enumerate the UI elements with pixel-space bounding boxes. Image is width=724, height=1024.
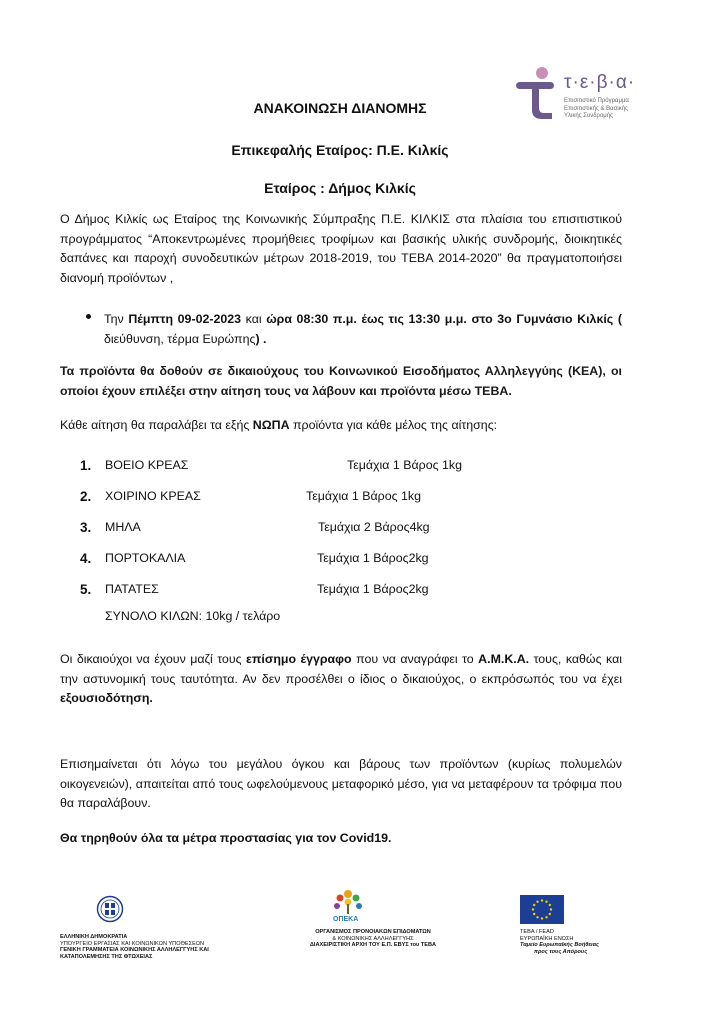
eu-fund-text: ΤΕΒΑ / FEAD ΕΥΡΩΠΑΪΚΗ ΕΝΩΣΗ Ταμείο Ευρωπαϊκής Βοήθειας προς τους Απόρους xyxy=(520,929,600,955)
item-name: ΒΟΕΙΟ ΚΡΕΑΣ xyxy=(105,458,189,472)
distribution-date: Πέμπτη 09-02-2023 xyxy=(128,312,242,326)
item-name: ΧΟΙΡΙΝΟ ΚΡΕΑΣ xyxy=(105,489,201,503)
list-item xyxy=(80,582,580,602)
kea-notice: Τα προϊόντα θα δοθούν σε δικαιούχους του Κοινωνικού Εισοδήματος Αλληλεγγύης (ΚΕΑ), οι οποίοι έχουν επιλέξει στην αίτηση τους να λάβουν και προϊόντα μέσω ΤΕΒΑ. xyxy=(60,364,622,398)
opeka-text: ΟΡΓΑΝΙΣΜΟΣ ΠΡΟΝΟΙΑΚΩΝ ΕΠΙΔΟΜΑΤΩΝ & ΚΟΙΝΩΝΙΚΗΣ ΑΛΛΗΛΕΓΓΥΗΣ ΔΙΑΧΕΙΡΙΣΤΙΚΗ ΑΡΧΗ ΤΟΥ Ε.Π. ΕΒΥΣ του ΤΕΒΑ xyxy=(309,929,437,949)
eu-flag-icon xyxy=(520,895,564,924)
schedule-paragraph: Την Πέμπτη 09-02-2023 και ώρα 08:30 π.μ. έως τις 13:30 μ.μ. στο 3ο Γυμνάσιο Κιλκίς ( διεύθυνση, τέρμα Ευρώπης) . xyxy=(104,312,622,346)
item-quantity: Τεμάχια 2 Βάρος4kg xyxy=(318,520,430,534)
list-item xyxy=(80,489,580,509)
list-item xyxy=(80,551,580,571)
item-number: 5. xyxy=(80,582,92,597)
ministry-text: ΕΛΛΗΝΙΚΗ ΔΗΜΟΚΡΑΤΙΑ ΥΠΟΥΡΓΕΙΟ ΕΡΓΑΣΙΑΣ ΚΑΙ ΚΟΙΝΩΝΙΚΩΝ ΥΠΟΘΕΣΕΩΝ ΓΕΝΙΚΗ ΓΡΑΜΜΑΤΕΙΑ ΚΟΙΝΩΝΙΚΗΣ ΑΛΛΗΛΕΓΓΥΗΣ ΚΑΙ ΚΑΤΑΠΟΛΕΜΗΣΗΣ ΤΗΣ ΦΤΩΧΕΙΑΣ xyxy=(60,934,209,960)
item-number: 1. xyxy=(80,458,92,473)
greek-emblem-icon xyxy=(96,895,124,923)
each-application-text: Κάθε αίτηση θα παραλάβει τα εξής ΝΩΠΑ προϊόντα για κάθε μέλος της αίτησης: xyxy=(60,418,498,432)
item-number: 3. xyxy=(80,520,92,535)
item-name: ΠΟΡΤΟΚΑΛΙΑ xyxy=(105,551,186,565)
item-quantity: Τεμάχια 1 Βάρος2kg xyxy=(317,551,429,565)
item-number: 2. xyxy=(80,489,92,504)
transport-paragraph: Επισημαίνεται ότι λόγω του μεγάλου όγκου και βάρους των προϊόντων (κυρίως πολυμελών οικογενειών), απαιτείται από τους ωφελούμενους μεταφορικό μέσο, για να μεταφέρουν τα τρόφιμα που θα παραλάβουν. xyxy=(60,757,622,810)
item-name: ΜΗΛΑ xyxy=(105,520,141,534)
bullet-icon xyxy=(86,314,91,319)
item-name: ΠΑΤΑΤΕΣ xyxy=(105,582,159,596)
list-item xyxy=(80,458,580,478)
teba-logo-word: τ·ε·β·α· xyxy=(564,72,636,93)
opeka-logo-name: ΟΠΕΚΑ xyxy=(333,916,359,923)
document-title: ΑΝΑΚΟΙΝΩΣΗ ΔΙΑΝΟΜΗΣ xyxy=(253,100,427,116)
distribution-address: διεύθυνση, τέρμα Ευρώπης xyxy=(104,332,256,346)
distribution-place: στο 3ο Γυμνάσιο Κιλκίς xyxy=(471,312,614,326)
documents-paragraph: Οι δικαιούχοι να έχουν μαζί τους επίσημο έγγραφο που να αναγράφει το Α.Μ.Κ.Α. τους, καθώς και την αστυνομική τους ταυτότητα. Αν δεν προσέλθει ο ίδιος ο δικαιούχος, ο εκπρόσωπός του να έχει εξουσιοδότηση. xyxy=(60,652,622,705)
item-quantity: Τεμάχια 1 Βάρος2kg xyxy=(317,582,429,596)
total-weight: ΣΥΝΟΛΟ ΚΙΛΩΝ: 10kg / τελάρο xyxy=(105,609,281,623)
partner: Εταίρος : Δήμος Κιλκίς xyxy=(264,180,416,196)
item-number: 4. xyxy=(80,551,92,566)
teba-logo xyxy=(512,66,682,126)
item-quantity: Τεμάχια 1 Βάρος 1kg xyxy=(347,458,462,472)
covid-notice: Θα τηρηθούν όλα τα μέτρα προστασίας για τον Covid19. xyxy=(60,831,392,845)
intro-paragraph: Ο Δήμος Κιλκίς ως Εταίρος της Κοινωνικής Σύμπραξης Π.Ε. ΚΙΛΚΙΣ στα πλαίσια του επισιτιστικού προγράμματος “Αποκεντρωμένες προμήθειες τροφίμων και βασικής υλικής συνδρομής, διοικητικές δαπάνες και παροχή συνοδευτικών μέτρων 2018-2019, του ΤΕΒΑ 2014-2020” θα πραγματοποιήσει διανομή προϊόντων , xyxy=(60,212,622,285)
teba-logo-subtitle: Επισιτιστικό Πρόγραμμα Επισιτιστικής & Βασικής Υλικής Συνδρομής xyxy=(564,98,629,119)
distribution-time: ώρα 08:30 π.μ. έως τις 13:30 μ.μ. xyxy=(266,312,467,326)
item-quantity: Τεμάχια 1 Βάρος 1kg xyxy=(306,489,421,503)
list-item xyxy=(80,520,580,540)
lead-partner: Επικεφαλής Εταίρος: Π.Ε. Κιλκίς xyxy=(231,142,449,158)
